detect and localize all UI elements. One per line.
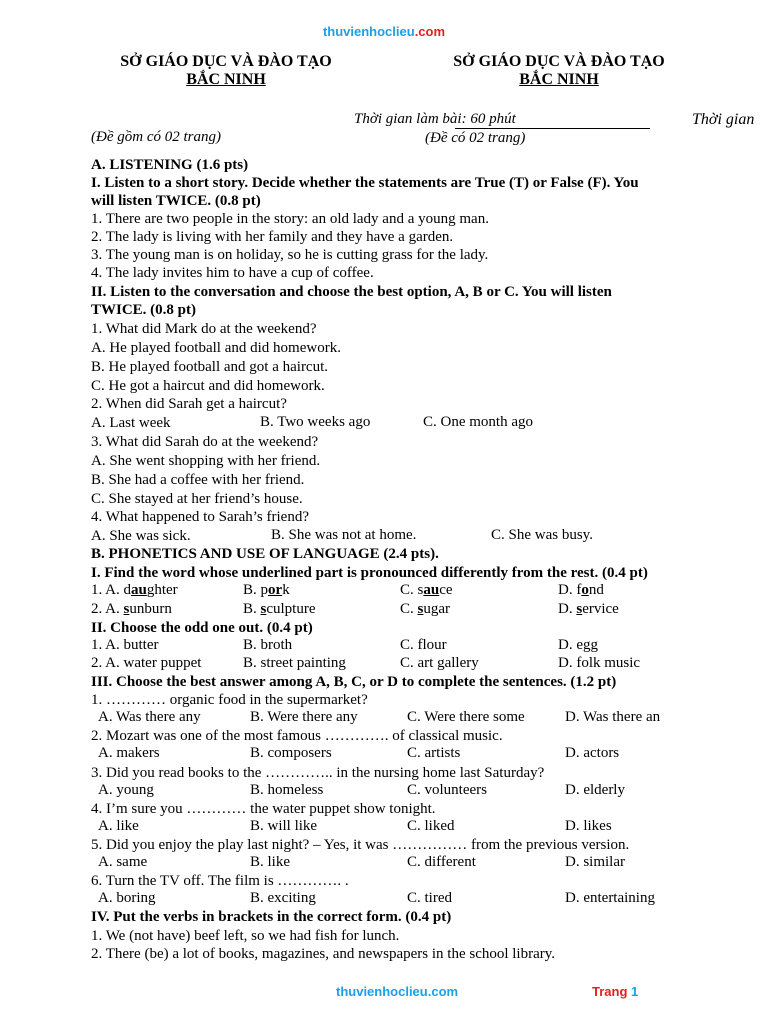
statement-3: 3. The young man is on holiday, so he is cutting grass for the lady. (91, 247, 489, 263)
mc-q4-a: A. like (98, 818, 139, 834)
site-tld: .com (414, 24, 446, 39)
mc-q2-b: B. composers (250, 745, 332, 761)
top-site-link (0, 24, 768, 39)
mc-q1-a: A. Was there any (98, 709, 201, 725)
odd-1-a: 1. A. butter (91, 637, 159, 653)
section-b-title: B. PHONETICS AND USE OF LANGUAGE (2.4 pts). (91, 546, 439, 562)
pages-note-right: (Đề có 02 trang) (425, 130, 526, 146)
odd-2-a: 2. A. water puppet (91, 655, 202, 671)
exam-time-underline (455, 128, 650, 129)
section-a-title: A. LISTENING (1.6 pts) (91, 157, 249, 173)
listening-q2-c: C. One month ago (423, 414, 533, 430)
phonetics-2-d: D. service (558, 601, 619, 617)
a-part2-title-line2: TWICE. (0.8 pt) (91, 302, 197, 318)
phonetics-2-c: C. sugar (400, 601, 451, 617)
phonetics-1-d: D. fond (558, 582, 604, 598)
header-right-line2 (394, 71, 724, 89)
odd-1-c: C. flour (400, 637, 447, 653)
b-part3-title: III. Choose the best answer among A, B, C, or D to complete the sentences. (1.2 pt) (91, 674, 617, 690)
b-part1-title: I. Find the word whose underlined part is pronounced differently from the rest. (0.4 pt) (91, 565, 648, 581)
mc-q1-b: B. Were there any (250, 709, 358, 725)
statement-2: 2. The lady is living with her family and they have a garden. (91, 229, 454, 245)
footer-site-name: thuvienhoclieu (336, 984, 428, 999)
listening-q3-a: A. She went shopping with her friend. (91, 453, 321, 469)
phonetics-2-b: B. sculpture (243, 601, 316, 617)
mc-q5-c: C. different (407, 854, 476, 870)
listening-q2-a: A. Last week (91, 415, 171, 431)
header-left-line1: SỞ GIÁO DỤC VÀ ĐÀO TẠO (120, 53, 332, 70)
mc-q3-c: C. volunteers (407, 782, 487, 798)
mc-q6-d: D. entertaining (565, 890, 655, 906)
listening-q1-b: B. He played football and got a haircut. (91, 359, 329, 375)
mc-q5: 5. Did you enjoy the play last night? – Yes, it was …………… from the previous version. (91, 837, 630, 853)
mc-q1: 1. ………… organic food in the supermarket? (91, 692, 368, 708)
a-part1-title-line2: will listen TWICE. (0.8 pt) (91, 193, 261, 209)
site-name: thuvienhoclieu (322, 24, 415, 39)
mc-q1-c: C. Were there some (407, 709, 525, 725)
odd-2-b: B. street painting (243, 655, 346, 671)
mc-q4-c: C. liked (407, 818, 455, 834)
mc-q4-b: B. will like (250, 818, 318, 834)
b-part4-title: IV. Put the verbs in brackets in the correct form. (0.4 pt) (91, 909, 452, 925)
mc-q6-a: A. boring (98, 890, 156, 906)
page-number: 1 (631, 984, 639, 999)
exam-time: Thời gian làm bài: 60 phút (354, 111, 516, 127)
odd-1-b: B. broth (243, 637, 293, 653)
mc-q6-c: C. tired (407, 890, 452, 906)
page-indicator (592, 984, 638, 999)
mc-q5-d: D. similar (565, 854, 625, 870)
mc-q2-c: C. artists (407, 745, 461, 761)
listening-q1-c: C. He got a haircut and did homework. (91, 378, 325, 394)
listening-q3-b: B. She had a coffee with her friend. (91, 472, 305, 488)
header-left-line2-text: BẮC NINH (186, 71, 266, 88)
listening-q4-a: A. She was sick. (91, 528, 191, 544)
mc-q5-b: B. like (250, 854, 290, 870)
phonetics-1-b: B. pork (243, 582, 290, 598)
listening-q4: 4. What happened to Sarah’s friend? (91, 509, 309, 525)
phonetics-2-a: 2. A. sunburn (91, 601, 172, 617)
mc-q2-d: D. actors (565, 745, 620, 761)
statement-4: 4. The lady invites him to have a cup of coffee. (91, 265, 374, 281)
mc-q4-d: D. likes (565, 818, 612, 834)
mc-q3-b: B. homeless (250, 782, 324, 798)
mc-q4: 4. I’m sure you ………… the water puppet show tonight. (91, 801, 436, 817)
footer-site-link (336, 984, 458, 999)
a-part1-title-line1: I. Listen to a short story. Decide whether the statements are True (T) or False (F). You (91, 175, 639, 191)
odd-1-d: D. egg (558, 637, 598, 653)
header-right-line1: SỞ GIÁO DỤC VÀ ĐÀO TẠO (453, 53, 665, 70)
phonetics-1-a: 1. A. daughter (91, 582, 178, 598)
mc-q1-d: D. Was there an (565, 709, 661, 725)
phonetics-1-c: C. sauce (400, 582, 453, 598)
verb-q2: 2. There (be) a lot of books, magazines, and newspapers in the school library. (91, 946, 556, 962)
listening-q1: 1. What did Mark do at the weekend? (91, 321, 317, 337)
mc-q6-b: B. exciting (250, 890, 316, 906)
b-part2-title: II. Choose the odd one out. (0.4 pt) (91, 620, 313, 636)
listening-q1-a: A. He played football and did homework. (91, 340, 341, 356)
mc-q2-a: A. makers (98, 745, 160, 761)
listening-q3: 3. What did Sarah do at the weekend? (91, 434, 319, 450)
a-part2-title-line1: II. Listen to the conversation and choose the best option, A, B or C. You will listen (91, 284, 612, 300)
header-right-line2-text: BẮC NINH (519, 71, 599, 88)
mc-q3-a: A. young (98, 782, 154, 798)
footer-site-tld: .com (427, 984, 459, 999)
mc-q5-a: A. same (98, 854, 148, 870)
listening-q4-c: C. She was busy. (491, 527, 593, 543)
listening-q3-c: C. She stayed at her friend’s house. (91, 491, 303, 507)
listening-q2-b: B. Two weeks ago (260, 414, 371, 430)
verb-q1: 1. We (not have) beef left, so we had fish for lunch. (91, 928, 400, 944)
mc-q6: 6. Turn the TV off. The film is …………. . (91, 873, 349, 889)
mc-q2: 2. Mozart was one of the most famous …………. of classical music. (91, 728, 503, 744)
pages-note-left: (Đề gồm có 02 trang) (91, 129, 221, 145)
mc-q3-d: D. elderly (565, 782, 625, 798)
odd-2-d: D. folk music (558, 655, 641, 671)
mc-q3: 3. Did you read books to the ………….. in the nursing home last Saturday? (91, 765, 545, 781)
page-label: Trang (592, 984, 628, 999)
header-left-line2 (61, 71, 391, 89)
listening-q4-b: B. She was not at home. (271, 527, 417, 543)
listening-q2: 2. When did Sarah get a haircut? (91, 396, 287, 412)
odd-2-c: C. art gallery (400, 655, 479, 671)
statement-1: 1. There are two people in the story: an old lady and a young man. (91, 211, 489, 227)
exam-time-right: Thời gian (692, 111, 755, 128)
